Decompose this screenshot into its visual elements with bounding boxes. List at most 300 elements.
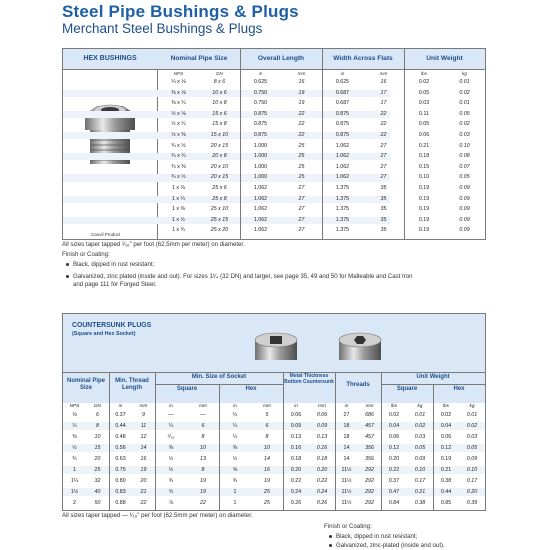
- table-cell: 22: [200, 500, 206, 506]
- table-cell: 0.18: [290, 456, 302, 462]
- table-cell: 0.04: [388, 423, 400, 429]
- table-cell: 1.062: [335, 142, 350, 149]
- table-cell: 0.06: [290, 412, 302, 418]
- table-row: [63, 110, 470, 118]
- divider: [155, 384, 283, 385]
- table-cell: 0.12: [388, 445, 400, 451]
- table-cell: 32: [94, 478, 101, 484]
- table-row: [63, 121, 470, 128]
- table-cell: 0.85: [440, 500, 452, 506]
- table-cell: ¼ x ⅛: [171, 79, 186, 85]
- table-cell: 35: [380, 216, 387, 223]
- table-cell: 356: [365, 456, 374, 462]
- countersunk-plugs-table: [62, 313, 486, 511]
- table-cell: 27: [298, 216, 305, 223]
- table-cell: 1.062: [253, 216, 268, 223]
- table-cell: 8: [96, 423, 99, 429]
- table-cell: 0.18: [418, 153, 430, 160]
- table-cell: 17: [380, 89, 387, 96]
- table-cell: 22: [298, 110, 305, 117]
- table-cell: ½: [168, 467, 174, 473]
- table-cell: 6: [265, 423, 269, 429]
- table-cell: 0.875: [335, 132, 350, 138]
- countersunk-plug-hex-image: [325, 326, 395, 366]
- table-cell: 25: [298, 174, 305, 181]
- table-cell: 14: [343, 456, 350, 462]
- table-cell: 0.24: [316, 489, 328, 495]
- table-cell: 0.19: [440, 456, 452, 462]
- cs-col-socket: Min. Size of Socket: [191, 374, 247, 380]
- table-cell: 0.06: [440, 434, 452, 440]
- divider: [283, 372, 284, 510]
- table-cell: 11½: [341, 500, 352, 506]
- table-cell: 25: [264, 500, 270, 506]
- table-cell: 0.09: [459, 185, 470, 191]
- table-cell: 22: [298, 132, 305, 138]
- table-cell: 0.875: [253, 132, 268, 138]
- table-cell: 0.21: [418, 142, 430, 149]
- table-cell: 22: [380, 121, 387, 128]
- hex-finish-bullet-2: [66, 273, 536, 281]
- table-cell: 0.10: [466, 467, 478, 473]
- table-row: [63, 153, 470, 160]
- table-cell: 0.750: [253, 100, 268, 107]
- table-cell: 0.13: [316, 434, 328, 440]
- table-row: [63, 100, 470, 107]
- table-cell: 0.38: [440, 478, 452, 484]
- table-cell: 40: [94, 489, 101, 495]
- table-cell: 27: [298, 195, 305, 202]
- table-cell: ¾ x ¼: [171, 153, 186, 160]
- table-cell: 0.56: [115, 445, 126, 451]
- table-row: [63, 163, 470, 171]
- table-cell: 0.47: [388, 489, 400, 495]
- divider: [109, 372, 110, 510]
- table-cell: 0.625: [253, 79, 268, 85]
- bullet-icon: [329, 535, 332, 538]
- table-cell: 1 x ¼: [172, 195, 185, 202]
- table-cell: 25 x 8: [212, 195, 227, 202]
- subheader-cell: in: [294, 403, 298, 408]
- table-cell: 0.09: [290, 423, 302, 429]
- table-row: [63, 444, 485, 452]
- table-cell: ½ x ¼: [171, 121, 186, 128]
- table-cell: 0.07: [459, 163, 470, 170]
- table-cell: 8 x 6: [213, 79, 226, 85]
- table-cell: 50: [94, 500, 101, 506]
- table-row: [63, 216, 470, 224]
- table-cell: 25 x 20: [210, 227, 229, 234]
- divider: [404, 49, 405, 239]
- table-cell: 0.687: [335, 89, 350, 96]
- table-cell: 0.05: [466, 445, 478, 451]
- table-cell: 25: [298, 142, 305, 149]
- table-cell: ⁵⁄₁₆: [167, 434, 175, 440]
- table-cell: 0.88: [115, 500, 126, 506]
- table-cell: 0.16: [316, 445, 328, 451]
- bullet-text: Black, dipped in rust resistant;: [73, 261, 155, 268]
- table-cell: 1.062: [253, 227, 268, 234]
- table-cell: 16: [380, 79, 387, 85]
- table-cell: 35: [380, 185, 387, 191]
- table-cell: 25 x 10: [210, 206, 229, 213]
- page-subtitle: Merchant Steel Bushings & Plugs: [62, 21, 263, 36]
- table-cell: 0.09: [459, 216, 470, 223]
- table-cell: 0.06: [418, 132, 430, 138]
- table-cell: 20 x 15: [210, 174, 229, 181]
- cs-col-thread-length: Min. Thread Length: [115, 378, 149, 391]
- table-cell: 20 x 15: [210, 142, 229, 149]
- table-cell: ¼: [232, 423, 238, 429]
- table-cell: 0.05: [418, 89, 430, 96]
- table-cell: 10: [264, 445, 270, 451]
- divider: [381, 384, 485, 385]
- table-cell: 0.20: [316, 467, 328, 473]
- table-cell: 6: [96, 412, 99, 418]
- table-cell: 0.05: [418, 121, 430, 128]
- table-cell: 1: [233, 500, 237, 506]
- hex-section-title: HEX BUSHINGS: [83, 55, 137, 62]
- table-cell: 15 x 6: [212, 110, 227, 117]
- table-cell: ⅞: [168, 500, 174, 506]
- table-cell: 0.09: [414, 456, 426, 462]
- table-cell: 1.375: [335, 195, 350, 202]
- table-cell: 16: [298, 79, 305, 85]
- table-cell: 0.44: [440, 489, 452, 495]
- hex-finish-bullet-1: [66, 261, 154, 269]
- table-cell: 0.09: [459, 195, 470, 202]
- table-cell: ½: [168, 456, 174, 462]
- table-cell: 0.01: [459, 79, 470, 85]
- table-cell: 0.04: [440, 423, 452, 429]
- cs-col-unit-weight: Unit Weight: [416, 374, 450, 380]
- table-row: [63, 174, 470, 181]
- table-cell: 0.20: [466, 489, 478, 495]
- table-cell: 1.000: [253, 163, 268, 170]
- table-cell: 1.062: [335, 174, 350, 181]
- table-cell: 35: [380, 227, 387, 234]
- sub-kg: kg: [462, 71, 467, 76]
- table-cell: ½ x ⅛: [171, 110, 186, 117]
- table-cell: 0.75: [115, 467, 126, 473]
- cs-col-socket-hex: Hex: [245, 386, 257, 392]
- table-cell: 0.875: [253, 121, 268, 128]
- table-cell: 0.05: [459, 110, 470, 117]
- table-cell: ⅝: [232, 467, 238, 473]
- divider: [335, 372, 336, 510]
- table-row: [63, 195, 470, 203]
- table-cell: 0.16: [290, 445, 302, 451]
- table-row: [63, 89, 470, 97]
- subheader-cell: kg: [469, 403, 475, 408]
- table-cell: 457: [365, 434, 374, 440]
- sub-dn: DN: [216, 71, 223, 76]
- table-cell: 18: [343, 434, 350, 440]
- table-cell: ½ x ⅜: [171, 132, 186, 138]
- table-cell: 0.22: [388, 467, 400, 473]
- table-cell: 25 x 15: [210, 216, 229, 223]
- table-cell: —: [168, 412, 174, 418]
- table-cell: 0.625: [335, 79, 350, 85]
- cs-table-header: [63, 372, 485, 403]
- sub-mm: mm: [379, 71, 388, 76]
- table-cell: 1.062: [335, 153, 350, 160]
- hex-finish-label: Finish or Coating:: [62, 251, 110, 258]
- table-cell: 0.09: [316, 423, 328, 429]
- table-cell: 27: [298, 185, 305, 191]
- table-cell: 0.21: [414, 489, 426, 495]
- table-cell: 6: [201, 423, 205, 429]
- table-cell: 5: [265, 412, 269, 418]
- table-cell: 0.18: [316, 456, 328, 462]
- table-cell: 13: [200, 456, 206, 462]
- table-row: [63, 433, 485, 441]
- subheader-cell: mm: [318, 403, 326, 408]
- bullet-text: Black, dipped in rust resistant;: [336, 533, 418, 540]
- table-cell: 19: [264, 478, 270, 484]
- table-cell: 1.000: [253, 153, 268, 160]
- table-cell: 1 x ⅜: [172, 206, 185, 213]
- table-cell: ¾: [168, 478, 174, 484]
- table-cell: 1: [233, 489, 237, 495]
- table-cell: 8: [201, 434, 205, 440]
- table-cell: 0.20: [388, 456, 400, 462]
- table-cell: 20: [94, 456, 101, 462]
- table-cell: 25: [264, 489, 270, 495]
- table-cell: 0.83: [115, 489, 126, 495]
- table-cell: 0.09: [459, 227, 470, 234]
- table-row: [63, 142, 470, 150]
- table-cell: ¾: [232, 478, 238, 484]
- divider: [433, 384, 434, 510]
- table-cell: 35: [380, 206, 387, 213]
- subheader-cell: NPS: [69, 403, 80, 408]
- table-cell: 25: [298, 153, 305, 160]
- table-cell: 19: [140, 467, 147, 473]
- table-cell: 25: [94, 467, 101, 473]
- table-cell: 0.44: [115, 423, 126, 429]
- table-cell: ¾: [72, 456, 77, 462]
- table-cell: 21: [140, 489, 147, 495]
- table-cell: 0.17: [414, 478, 426, 484]
- table-row: [63, 466, 485, 474]
- table-cell: 0.48: [115, 434, 126, 440]
- table-cell: 1.062: [253, 195, 268, 202]
- table-cell: 0.02: [388, 412, 400, 418]
- bullet-icon: [66, 275, 69, 278]
- table-cell: 16: [140, 456, 147, 462]
- table-cell: 10: [200, 445, 206, 451]
- cs-col-threads: Threads: [346, 382, 370, 388]
- cs-col-socket-square: Square: [176, 386, 198, 392]
- bullet-text: Galvanized, zinc-plated (inside and out).: [336, 542, 445, 549]
- table-cell: ¼: [232, 412, 238, 418]
- table-cell: 8: [265, 434, 269, 440]
- table-cell: 1½: [70, 489, 79, 495]
- table-cell: 18: [343, 423, 350, 429]
- table-row: [63, 79, 470, 86]
- table-cell: 0.24: [290, 489, 302, 495]
- hex-taper-note: All sizes taper tapped ¹⁄₁₆" per foot (62.5mm per meter) on diameter.: [62, 241, 245, 248]
- table-row: [63, 206, 470, 213]
- table-cell: ½: [72, 445, 77, 451]
- table-cell: 0.687: [335, 100, 350, 107]
- bullet-icon: [329, 544, 332, 547]
- sub-in: in: [258, 71, 263, 76]
- table-cell: 0.10: [414, 467, 426, 473]
- table-row: [63, 132, 470, 139]
- table-row: [63, 499, 485, 507]
- table-cell: 22: [380, 110, 387, 117]
- divider: [381, 372, 382, 510]
- table-cell: 25 x 6: [212, 185, 227, 191]
- table-cell: 27: [298, 227, 305, 234]
- table-cell: 0.12: [440, 445, 452, 451]
- table-cell: 14: [264, 456, 270, 462]
- table-cell: 0.09: [466, 456, 478, 462]
- table-cell: ⅜: [232, 445, 238, 451]
- table-cell: 0.01: [414, 412, 426, 418]
- divider: [240, 49, 241, 239]
- subheader-cell: in: [169, 403, 173, 408]
- table-cell: 19: [298, 89, 305, 96]
- table-cell: 27: [343, 412, 350, 418]
- table-cell: 10: [94, 434, 101, 440]
- table-cell: 1.000: [253, 174, 268, 181]
- table-cell: 25: [298, 163, 305, 170]
- sub-mm: mm: [297, 71, 306, 76]
- table-cell: 20: [140, 478, 147, 484]
- table-cell: ⅜: [72, 434, 77, 440]
- table-cell: 1 x ½: [172, 216, 185, 223]
- col-overall-length: Overall Length: [257, 55, 305, 62]
- table-cell: 1.375: [335, 227, 350, 234]
- table-cell: 0.875: [335, 121, 350, 128]
- table-cell: 0.02: [414, 423, 426, 429]
- table-cell: ¾ x ½: [171, 174, 186, 181]
- table-cell: ⅜: [168, 445, 174, 451]
- table-cell: ¾: [168, 489, 174, 495]
- table-cell: 22: [298, 121, 305, 128]
- table-cell: 1.000: [253, 142, 268, 149]
- table-cell: 0.80: [115, 478, 126, 484]
- table-cell: 27: [298, 206, 305, 213]
- divider: [155, 372, 156, 510]
- table-cell: ¼: [72, 423, 77, 429]
- table-cell: 0.17: [466, 478, 478, 484]
- table-cell: 0.19: [418, 206, 430, 213]
- hex-bushings-table: [62, 48, 486, 240]
- table-cell: 0.750: [253, 89, 268, 96]
- cs-section-subtitle: (Square and Hex Socket): [72, 331, 136, 337]
- subheader-cell: in: [118, 403, 123, 408]
- table-cell: 356: [365, 445, 374, 451]
- table-cell: ⅛: [72, 412, 77, 418]
- table-cell: ¼: [168, 423, 174, 429]
- page-title: Steel Pipe Bushings & Plugs: [62, 2, 299, 21]
- table-cell: 0.03: [459, 132, 470, 138]
- table-cell: 0.15: [418, 163, 430, 170]
- table-cell: 19: [298, 100, 305, 107]
- table-cell: 0.10: [418, 174, 430, 181]
- subheader-cell: DN: [94, 403, 101, 408]
- table-cell: 0.02: [459, 89, 470, 96]
- table-cell: 0.08: [459, 153, 470, 160]
- sub-lbs: lbs: [421, 71, 427, 76]
- table-row: [63, 477, 485, 485]
- table-cell: 0.38: [414, 500, 426, 506]
- subheader-cell: lbs: [391, 403, 397, 408]
- table-cell: 0.19: [418, 195, 430, 202]
- table-row: [63, 488, 485, 496]
- cs-title-band: [63, 314, 485, 372]
- table-cell: 0.01: [459, 100, 470, 107]
- cs-finish-bullet-1: [329, 533, 417, 541]
- table-cell: 0.19: [418, 185, 430, 191]
- table-cell: 27: [380, 174, 387, 181]
- cs-subheader: [63, 402, 485, 410]
- cs-col-weight-hex: Hex: [453, 386, 465, 392]
- cs-col-weight-square: Square: [396, 386, 418, 392]
- table-cell: ¾ x ½: [171, 142, 186, 149]
- table-cell: 15 x 10: [210, 132, 229, 138]
- table-cell: 1.062: [253, 206, 268, 213]
- table-cell: 0.13: [290, 434, 302, 440]
- hex-subheader: [63, 70, 485, 78]
- table-cell: ⅜ x ¼: [171, 100, 186, 107]
- table-row: [63, 411, 485, 419]
- table-cell: 0.09: [459, 206, 470, 213]
- table-cell: 1.375: [335, 206, 350, 213]
- subheader-cell: kg: [417, 403, 423, 408]
- sub-nps: NPS: [173, 71, 184, 76]
- bullet-icon: [66, 263, 69, 266]
- table-cell: 14: [343, 445, 350, 451]
- table-cell: 20 x 8: [212, 153, 227, 160]
- table-cell: 1.062: [253, 185, 268, 191]
- table-cell: 0.06: [388, 434, 400, 440]
- cs-taper-note: All sizes taper tapped — ¹⁄₁₆" per foot (62.5mm per meter) on diameter.: [62, 512, 253, 519]
- table-cell: 0.19: [418, 216, 430, 223]
- sub-in: in: [340, 71, 345, 76]
- table-cell: 22: [380, 132, 387, 138]
- table-cell: 12: [140, 434, 147, 440]
- table-cell: 0.84: [388, 500, 400, 506]
- table-row: [63, 455, 485, 463]
- table-row: [63, 185, 470, 192]
- table-cell: 19: [200, 489, 206, 495]
- table-cell: 15 x 8: [212, 121, 227, 128]
- table-cell: 0.63: [115, 456, 126, 462]
- table-cell: 10 x 6: [212, 89, 227, 96]
- col-unit-weight: Unit Weight: [426, 55, 463, 62]
- table-cell: 2: [73, 500, 76, 506]
- table-cell: 11: [140, 423, 147, 429]
- table-cell: 19: [200, 478, 206, 484]
- table-cell: 292: [365, 478, 374, 484]
- table-cell: 15: [94, 445, 101, 451]
- subheader-cell: mm: [263, 403, 271, 408]
- subheader-cell: mm: [139, 403, 148, 408]
- table-cell: 686: [365, 412, 374, 418]
- table-cell: 0.22: [290, 478, 302, 484]
- table-cell: 0.37: [115, 412, 126, 418]
- table-cell: 0.22: [316, 478, 328, 484]
- table-cell: 292: [365, 467, 374, 473]
- table-cell: ½: [232, 456, 238, 462]
- cs-col-metal-thickness: Metal Thickness Bottom Countersunk: [284, 373, 334, 385]
- table-cell: 0.37: [388, 478, 400, 484]
